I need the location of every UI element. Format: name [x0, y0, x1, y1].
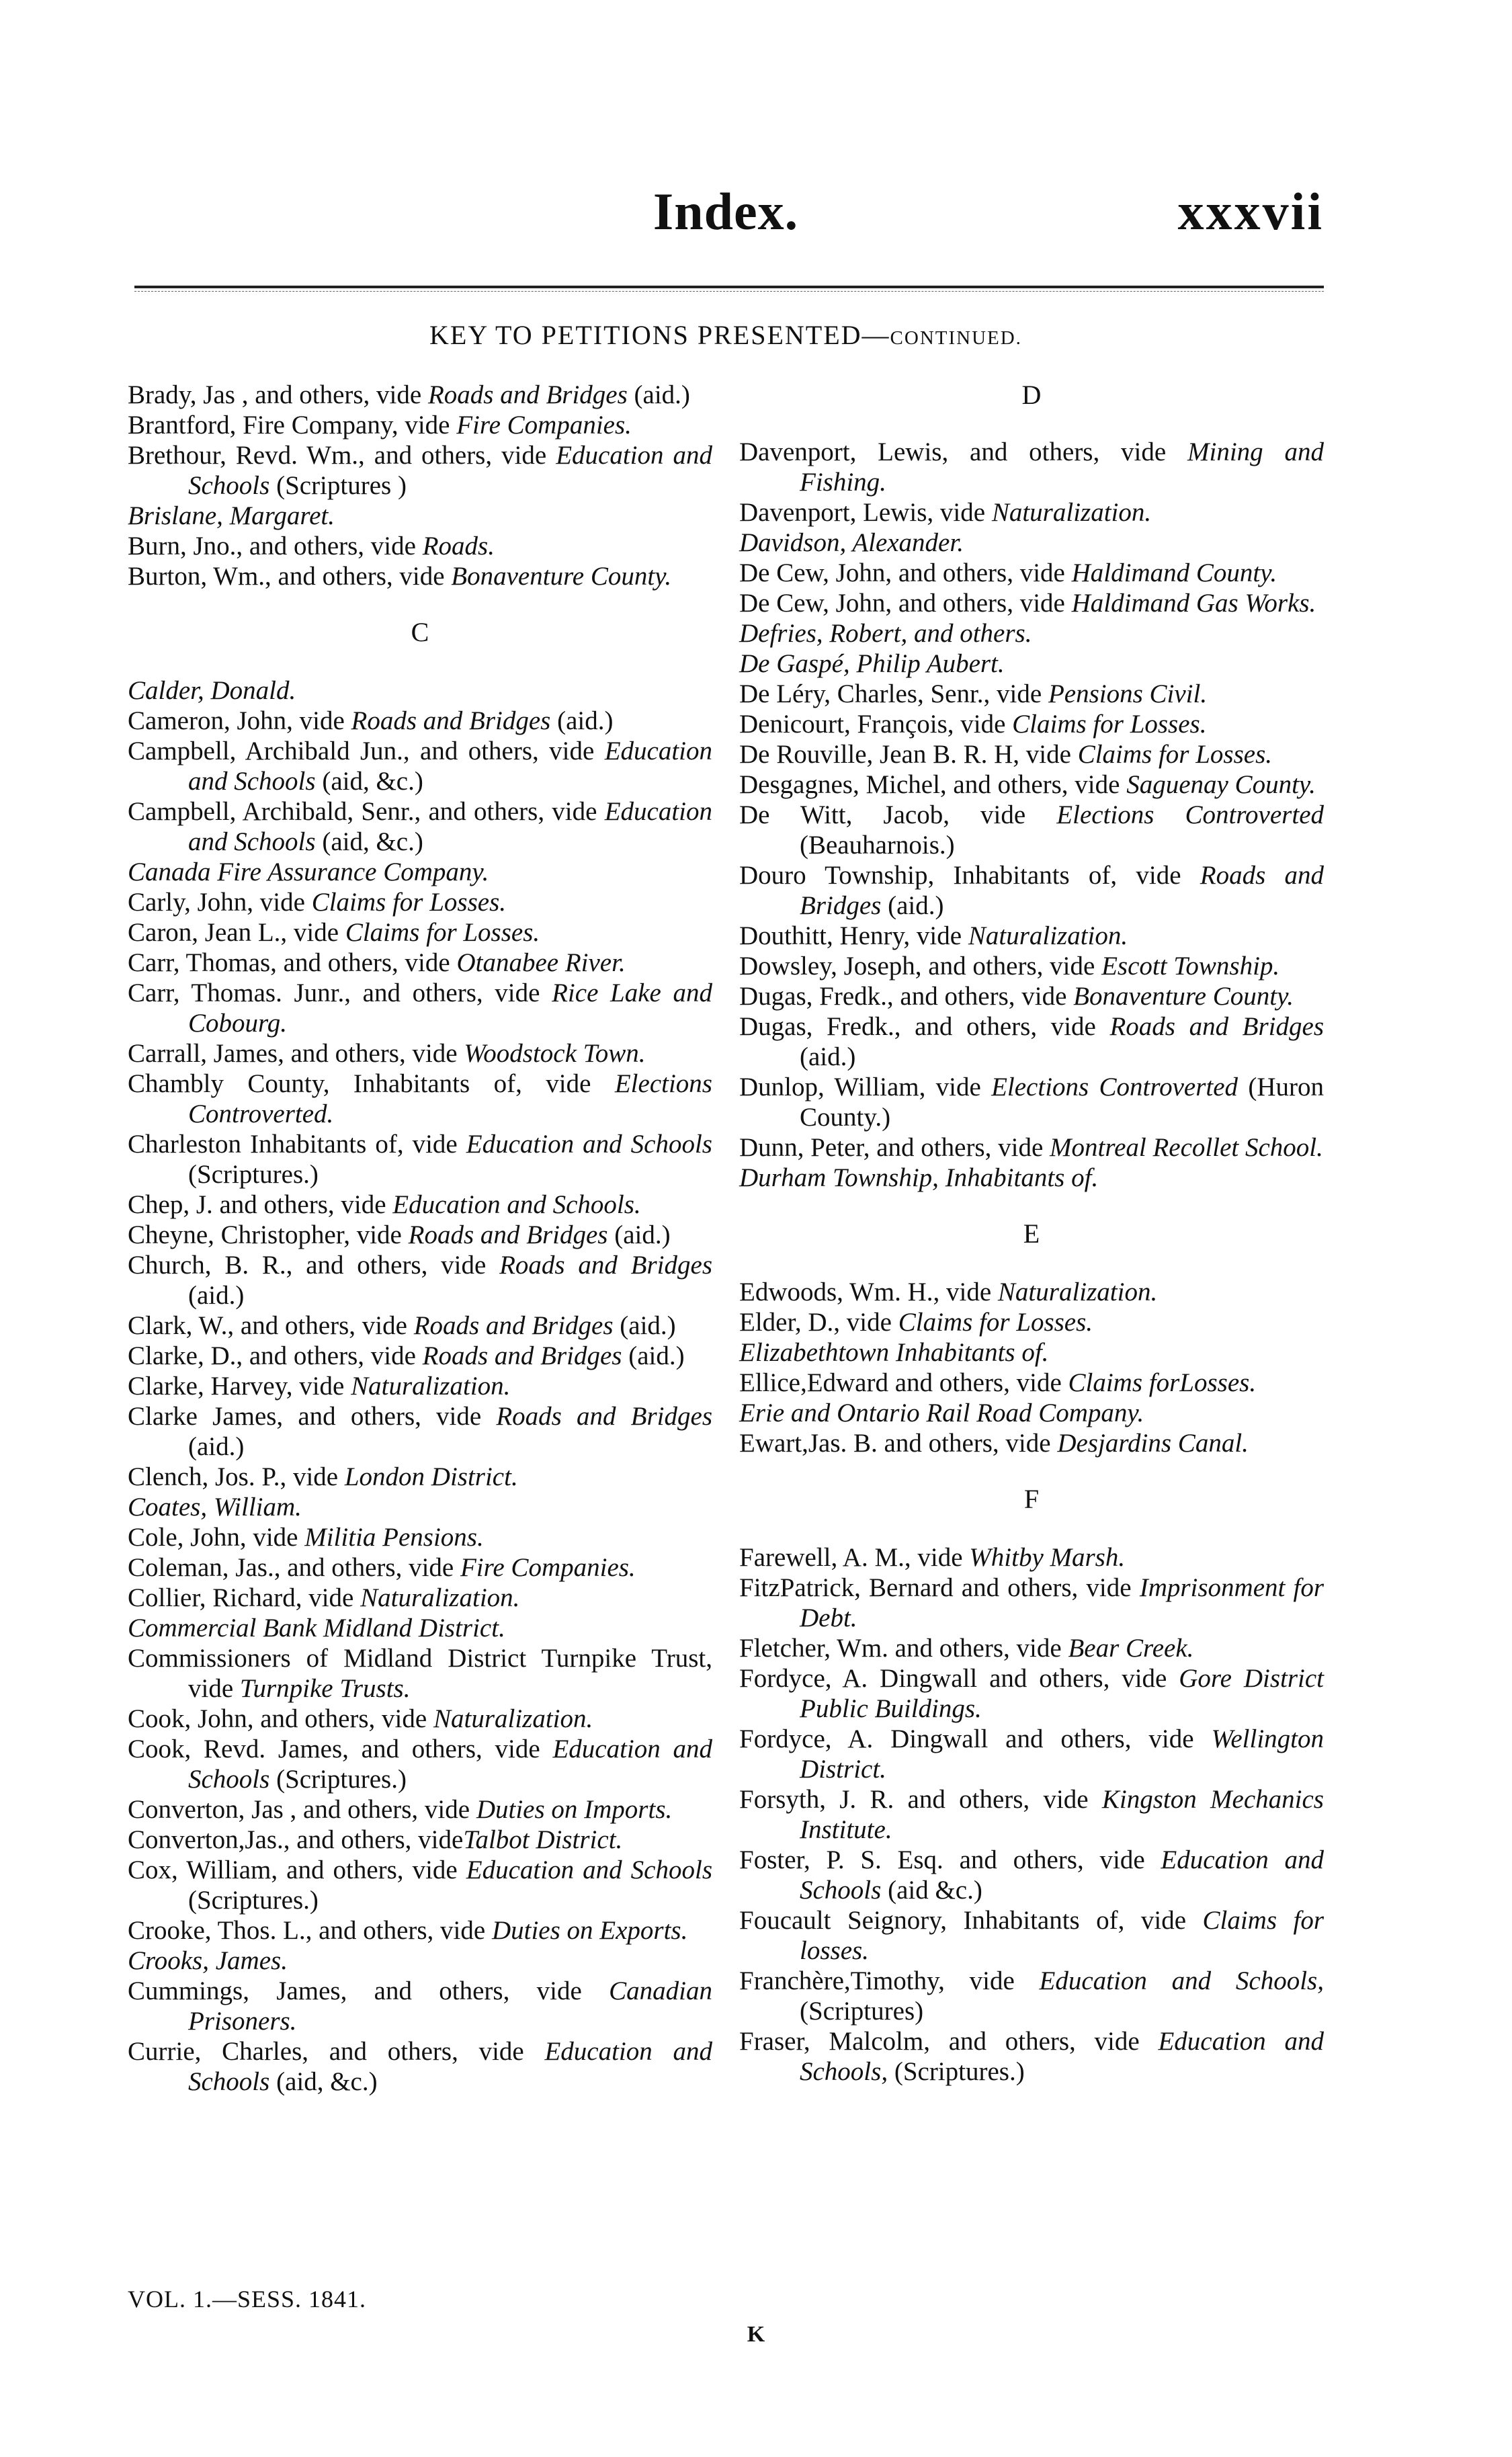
- index-entry: [739, 1633, 1324, 1663]
- entry-reference: Brislane, Margaret.: [128, 501, 335, 530]
- entry-name: Ellice,Edward and others, vide: [739, 1368, 1068, 1397]
- entry-note: (aid, &c.): [315, 827, 423, 856]
- index-entry: [128, 1250, 712, 1310]
- entry-name: Douthitt, Henry, vide: [739, 921, 968, 950]
- index-entry: [739, 1368, 1324, 1398]
- entry-name: De Léry, Charles, Senr., vide: [739, 679, 1048, 708]
- entry-name: Davenport, Lewis, and others, vide: [739, 438, 1188, 466]
- entry-note: (Huron County.): [800, 1073, 1324, 1132]
- index-entry: [128, 948, 712, 978]
- index-entry: [739, 1072, 1324, 1132]
- index-entry: [739, 1132, 1324, 1163]
- entry-reference: Roads and Bridges: [496, 1402, 713, 1431]
- entry-reference: Roads and Bridges: [408, 1220, 608, 1249]
- index-entry: [739, 1573, 1324, 1633]
- index-entry: [128, 1522, 712, 1552]
- entry-reference: Claims for Losses.: [1077, 740, 1273, 769]
- entry-reference: Wellington District.: [800, 1724, 1324, 1784]
- footer-volume: VOL. 1.—SESS. 1841.: [128, 2286, 367, 2313]
- index-entry: [739, 618, 1324, 649]
- index-entry: [739, 951, 1324, 981]
- entry-reference: Education and Schools: [188, 797, 712, 856]
- entry-name: Campbell, Archibald Jun., and others, vide: [128, 737, 605, 765]
- entry-reference: Claims for Losses.: [345, 918, 540, 947]
- entry-name: Campbell, Archibald, Senr., and others, vide: [128, 797, 605, 826]
- entry-name: Farewell, A. M., vide: [739, 1543, 970, 1572]
- index-entry: [739, 1724, 1324, 1784]
- entry-reference: Gore District Public Buildings.: [800, 1664, 1324, 1723]
- entry-reference: Saguenay County.: [1126, 770, 1316, 799]
- index-entry: [128, 736, 712, 796]
- index-entry: [128, 1190, 712, 1220]
- entry-name: Clarke, D., and others, vide: [128, 1341, 423, 1370]
- entry-name: Converton,Jas., and others, vide: [128, 1825, 464, 1854]
- entry-name: Cox, William, and others, vide: [128, 1856, 466, 1884]
- index-entry: [128, 1704, 712, 1734]
- entry-reference: Roads and Bridges: [499, 1251, 712, 1280]
- index-entry: [739, 1011, 1324, 1072]
- entry-reference: Bonaventure County.: [451, 562, 672, 591]
- index-entry: [128, 380, 712, 410]
- entry-reference: De Gaspé, Philip Aubert.: [739, 649, 1005, 678]
- entry-note: (aid, &c.): [269, 2067, 378, 2096]
- entry-name: Brethour, Revd. Wm., and others, vide: [128, 441, 556, 470]
- section-letter: F: [1023, 1484, 1040, 1514]
- entry-reference: Erie and Ontario Rail Road Company.: [739, 1399, 1144, 1427]
- entry-reference: Education and Schools: [800, 1845, 1324, 1905]
- entry-reference: Commercial Bank Midland District.: [128, 1614, 505, 1642]
- index-entry: [739, 1542, 1324, 1573]
- entry-reference: Davidson, Alexander.: [739, 528, 964, 557]
- index-entry: [739, 558, 1324, 588]
- entry-reference: Naturalization.: [968, 921, 1128, 950]
- index-entry: [128, 440, 712, 501]
- entry-name: Chambly County, Inhabitants of, vide: [128, 1069, 615, 1098]
- entry-reference: Claims for losses.: [800, 1906, 1324, 1965]
- entry-name: Converton, Jas , and others, vide: [128, 1795, 476, 1824]
- index-entry: [739, 2026, 1324, 2087]
- index-entry: [128, 857, 712, 887]
- index-entry: [128, 1401, 712, 1462]
- entry-reference: Crooks, James.: [128, 1946, 288, 1975]
- entry-reference: Education and Schools: [188, 2037, 712, 2096]
- entry-reference: Montreal Recollet School.: [1050, 1133, 1323, 1162]
- section-letter: E: [1023, 1218, 1040, 1249]
- entry-note: (aid.): [881, 891, 944, 920]
- entry-note: (Scriptures): [800, 1997, 924, 2026]
- entry-note: (aid.): [188, 1281, 245, 1310]
- index-entry: [128, 1341, 712, 1371]
- index-entry: [739, 1277, 1324, 1307]
- index-entry: [128, 1220, 712, 1250]
- header-rule-dashed: [134, 291, 1324, 292]
- index-entry: [739, 1784, 1324, 1845]
- index-entry: [739, 769, 1324, 800]
- index-entry: [128, 561, 712, 591]
- entry-reference: Haldimand Gas Works.: [1071, 589, 1316, 618]
- index-entry: [739, 1337, 1324, 1368]
- entry-reference: Coates, William.: [128, 1493, 302, 1522]
- index-entry: [128, 1038, 712, 1069]
- entry-reference: Education and Schools: [188, 441, 712, 500]
- section-heading-continued: CONTINUED.: [890, 327, 1022, 349]
- entry-name: Coleman, Jas., and others, vide: [128, 1553, 460, 1582]
- entry-name: Dugas, Fredk., and others, vide: [739, 1012, 1110, 1041]
- index-entry: [739, 860, 1324, 921]
- index-entry: [128, 1915, 712, 1946]
- index-entry: [128, 1552, 712, 1583]
- entry-reference: Claims for Losses.: [898, 1308, 1093, 1337]
- index-entry: [739, 1905, 1324, 1966]
- index-entry: [128, 2036, 712, 2097]
- entry-reference: Roads and Bridges: [413, 1311, 614, 1340]
- entry-reference: Claims for Losses.: [311, 888, 507, 917]
- index-entry: [739, 921, 1324, 951]
- page-number: xxxvii: [1177, 182, 1324, 241]
- entry-name: Caron, Jean L., vide: [128, 918, 345, 947]
- entry-reference: Bonaventure County.: [1073, 982, 1294, 1011]
- index-entry: [128, 1462, 712, 1492]
- section-letter: C: [411, 617, 429, 647]
- entry-reference: Canadian Prisoners.: [188, 1976, 712, 2036]
- entry-name: De Cew, John, and others, vide: [739, 589, 1072, 618]
- entry-name: Forsyth, J. R. and others, vide: [739, 1785, 1102, 1814]
- entry-note: (aid.): [188, 1432, 245, 1461]
- entry-name: Brady, Jas , and others, vide: [128, 380, 428, 409]
- entry-reference: Roads and Bridges: [351, 706, 551, 735]
- entry-reference: Education and Schools: [466, 1856, 712, 1884]
- entry-reference: Duties on Imports.: [476, 1795, 673, 1824]
- entry-name: Fraser, Malcolm, and others, vide: [739, 2027, 1159, 2056]
- index-entry: [128, 887, 712, 917]
- signature-mark: K: [747, 2322, 765, 2347]
- entry-reference: Bear Creek.: [1068, 1634, 1194, 1663]
- entry-reference: Roads and Bridges: [1109, 1012, 1324, 1041]
- entry-name: Clarke James, and others, vide: [128, 1402, 497, 1431]
- entry-reference: Education and Schools: [188, 737, 712, 796]
- entry-name: Ewart,Jas. B. and others, vide: [739, 1429, 1058, 1458]
- entry-reference: Education and Schools: [466, 1130, 712, 1159]
- index-entry: [128, 796, 712, 857]
- entry-name: Foster, P. S. Esq. and others, vide: [739, 1845, 1161, 1874]
- entry-name: Dunn, Peter, and others, vide: [739, 1133, 1050, 1162]
- entry-name: Denicourt, François, vide: [739, 710, 1013, 739]
- index-entry: [128, 978, 712, 1038]
- entry-name: Carly, John, vide: [128, 888, 312, 917]
- entry-reference: Roads and Bridges: [800, 861, 1325, 920]
- index-entry: [128, 1734, 712, 1794]
- entry-name: Brantford, Fire Company, vide: [128, 411, 457, 440]
- entry-reference: Education and Schools,: [1039, 1966, 1324, 1995]
- entry-note: (aid, &c.): [315, 767, 423, 796]
- page-header: [128, 181, 1324, 255]
- entry-name: Cook, Revd. James, and others, vide: [128, 1735, 553, 1763]
- index-entry: [739, 1163, 1324, 1193]
- entry-name: Crooke, Thos. L., and others, vide: [128, 1916, 492, 1945]
- entry-name: Collier, Richard, vide: [128, 1583, 361, 1612]
- entry-reference: Canada Fire Assurance Company.: [128, 858, 489, 886]
- entry-name: De Witt, Jacob, vide: [739, 800, 1057, 829]
- entry-name: Franchère,Timothy, vide: [739, 1966, 1040, 1995]
- entry-name: Desgagnes, Michel, and others, vide: [739, 770, 1127, 799]
- entry-note: (aid.): [800, 1042, 856, 1071]
- entry-name: Fletcher, Wm. and others, vide: [739, 1634, 1068, 1663]
- entry-reference: Rice Lake and Cobourg.: [188, 978, 712, 1038]
- entry-reference: Education and Schools.: [392, 1190, 641, 1219]
- index-entry: [128, 1583, 712, 1613]
- entry-note: (Scriptures.): [888, 2057, 1025, 2086]
- entry-reference: Education and Schools: [188, 1735, 712, 1794]
- entry-reference: Claims for Losses.: [1012, 710, 1207, 739]
- index-column-left: [128, 380, 712, 2097]
- index-entry: [739, 1398, 1324, 1428]
- entry-reference: Naturalization.: [351, 1372, 511, 1401]
- index-entry: [739, 528, 1324, 558]
- index-column-right: [739, 380, 1324, 2087]
- index-entry: [128, 531, 712, 561]
- entry-reference: Elections Controverted.: [188, 1069, 712, 1128]
- entry-name: Cole, John, vide: [128, 1523, 305, 1552]
- entry-name: Cheyne, Christopher, vide: [128, 1220, 409, 1249]
- section-heading-main: KEY TO PETITIONS PRESENTED—: [429, 320, 890, 350]
- index-entry: [739, 497, 1324, 528]
- index-entry: [128, 1794, 712, 1825]
- entry-name: Commissioners of Midland District Turnpike Trust, vide: [128, 1644, 712, 1703]
- index-entry: [739, 679, 1324, 709]
- entry-reference: London District.: [344, 1462, 518, 1491]
- entry-reference: Duties on Exports.: [491, 1916, 688, 1945]
- index-entry: [739, 1966, 1324, 2026]
- entry-note: (Beauharnois.): [800, 831, 955, 860]
- entry-name: Edwoods, Wm. H., vide: [739, 1278, 998, 1306]
- entry-reference: Woodstock Town.: [464, 1039, 646, 1068]
- index-entry: [739, 981, 1324, 1011]
- entry-reference: Militia Pensions.: [304, 1523, 484, 1552]
- index-entry: [739, 649, 1324, 679]
- entry-reference: Talbot District.: [463, 1825, 623, 1854]
- index-entry: [128, 1310, 712, 1341]
- entry-reference: Pensions Civil.: [1048, 679, 1208, 708]
- entry-name: Fordyce, A. Dingwall and others, vide: [739, 1724, 1212, 1753]
- entry-name: Elder, D., vide: [739, 1308, 898, 1337]
- entry-reference: Fire Companies.: [460, 1553, 636, 1582]
- entry-reference: Naturalization.: [991, 498, 1152, 527]
- entry-reference: Education and Schools,: [800, 2027, 1324, 2086]
- entry-note: (aid.): [613, 1311, 676, 1340]
- entry-reference: Durham Township, Inhabitants of.: [739, 1163, 1099, 1192]
- index-entry: [128, 1976, 712, 2036]
- entry-reference: Roads and Bridges: [422, 1341, 622, 1370]
- entry-reference: Naturalization.: [997, 1278, 1158, 1306]
- entry-reference: Whitby Marsh.: [969, 1543, 1126, 1572]
- entry-name: FitzPatrick, Bernard and others, vide: [739, 1573, 1140, 1602]
- entry-note: (aid &c.): [881, 1876, 982, 1905]
- entry-reference: Elections Controverted: [1056, 800, 1325, 829]
- entry-reference: Elections Controverted: [991, 1073, 1238, 1101]
- index-entry: [128, 1946, 712, 1976]
- entry-note: (Scriptures.): [188, 1886, 319, 1915]
- entry-name: Fordyce, A. Dingwall and others, vide: [739, 1664, 1179, 1693]
- index-entry: [128, 501, 712, 531]
- entry-name: Church, B. R., and others, vide: [128, 1251, 500, 1280]
- index-entry: [739, 437, 1324, 497]
- index-entry: [739, 709, 1324, 739]
- entry-note: (aid.): [607, 1220, 671, 1249]
- index-entry: [128, 1371, 712, 1401]
- entry-note: (aid.): [550, 706, 614, 735]
- page-title: Index.: [653, 182, 799, 241]
- entry-reference: Kingston Mechanics Institute.: [800, 1785, 1324, 1844]
- entry-name: Carr, Thomas, and others, vide: [128, 948, 457, 977]
- entry-note: (aid.): [627, 380, 690, 409]
- entry-note: (aid.): [622, 1341, 685, 1370]
- entry-name: Dowsley, Joseph, and others, vide: [739, 952, 1102, 981]
- entry-name: Cameron, John, vide: [128, 706, 351, 735]
- entry-reference: Roads.: [422, 532, 495, 560]
- index-entry: [739, 1307, 1324, 1337]
- entry-reference: Imprisonment for Debt.: [800, 1573, 1325, 1632]
- header-rule: [134, 286, 1324, 288]
- entry-reference: Fire Companies.: [456, 411, 632, 440]
- index-entry: [128, 1825, 712, 1855]
- index-entry: [739, 739, 1324, 769]
- entry-name: De Cew, John, and others, vide: [739, 558, 1072, 587]
- index-entry: [128, 1855, 712, 1915]
- entry-name: Currie, Charles, and others, vide: [128, 2037, 545, 2066]
- entry-reference: Naturalization.: [360, 1583, 520, 1612]
- index-entry: [128, 675, 712, 706]
- entry-reference: Otanabee River.: [456, 948, 626, 977]
- entry-name: Clark, W., and others, vide: [128, 1311, 414, 1340]
- entry-name: Chep, J. and others, vide: [128, 1190, 393, 1219]
- entry-name: Douro Township, Inhabitants of, vide: [739, 861, 1200, 890]
- entry-name: Dunlop, William, vide: [739, 1073, 992, 1101]
- entry-name: Clench, Jos. P., vide: [128, 1462, 345, 1491]
- entry-name: Davenport, Lewis, vide: [739, 498, 992, 527]
- index-entry: [128, 706, 712, 736]
- entry-reference: Defries, Robert, and others.: [739, 619, 1032, 648]
- entry-name: Carrall, James, and others, vide: [128, 1039, 464, 1068]
- index-entry: [128, 1613, 712, 1643]
- entry-reference: Desjardins Canal.: [1057, 1429, 1249, 1458]
- index-entry: [739, 800, 1324, 860]
- index-entry: [739, 1663, 1324, 1724]
- entry-name: Cummings, James, and others, vide: [128, 1976, 610, 2005]
- entry-reference: Escott Township.: [1101, 952, 1280, 981]
- entry-name: De Rouville, Jean B. R. H, vide: [739, 740, 1078, 769]
- entry-name: Carr, Thomas. Junr., and others, vide: [128, 978, 552, 1007]
- entry-note: (Scriptures.): [188, 1160, 319, 1189]
- index-entry: [128, 1069, 712, 1129]
- entry-reference: Mining and Fishing.: [800, 438, 1324, 497]
- entry-name: Charleston Inhabitants of, vide: [128, 1130, 466, 1159]
- entry-reference: Turnpike Trusts.: [239, 1674, 411, 1703]
- index-entry: [739, 1428, 1324, 1458]
- section-heading: [128, 319, 1324, 351]
- index-entry: [128, 1492, 712, 1522]
- entry-name: Clarke, Harvey, vide: [128, 1372, 351, 1401]
- index-entry: [128, 1643, 712, 1704]
- entry-name: Foucault Seignory, Inhabitants of, vide: [739, 1906, 1203, 1935]
- index-entry: [128, 917, 712, 948]
- entry-reference: Naturalization.: [433, 1704, 593, 1733]
- entry-name: Burn, Jno., and others, vide: [128, 532, 423, 560]
- entry-note: (Scriptures.): [269, 1765, 407, 1794]
- entry-name: Dugas, Fredk., and others, vide: [739, 982, 1074, 1011]
- entry-note: (Scriptures ): [269, 471, 407, 500]
- section-letter: D: [1021, 380, 1042, 410]
- entry-reference: Calder, Donald.: [128, 676, 296, 705]
- entry-reference: Elizabethtown Inhabitants of.: [739, 1338, 1049, 1367]
- entry-reference: Haldimand County.: [1071, 558, 1277, 587]
- entry-name: Cook, John, and others, vide: [128, 1704, 433, 1733]
- index-entry: [739, 1845, 1324, 1905]
- entry-reference: Roads and Bridges: [427, 380, 628, 409]
- entry-name: Burton, Wm., and others, vide: [128, 562, 452, 591]
- index-entry: [128, 1129, 712, 1190]
- index-entry: [739, 588, 1324, 618]
- index-entry: [128, 410, 712, 440]
- entry-reference: Claims forLosses.: [1068, 1368, 1257, 1397]
